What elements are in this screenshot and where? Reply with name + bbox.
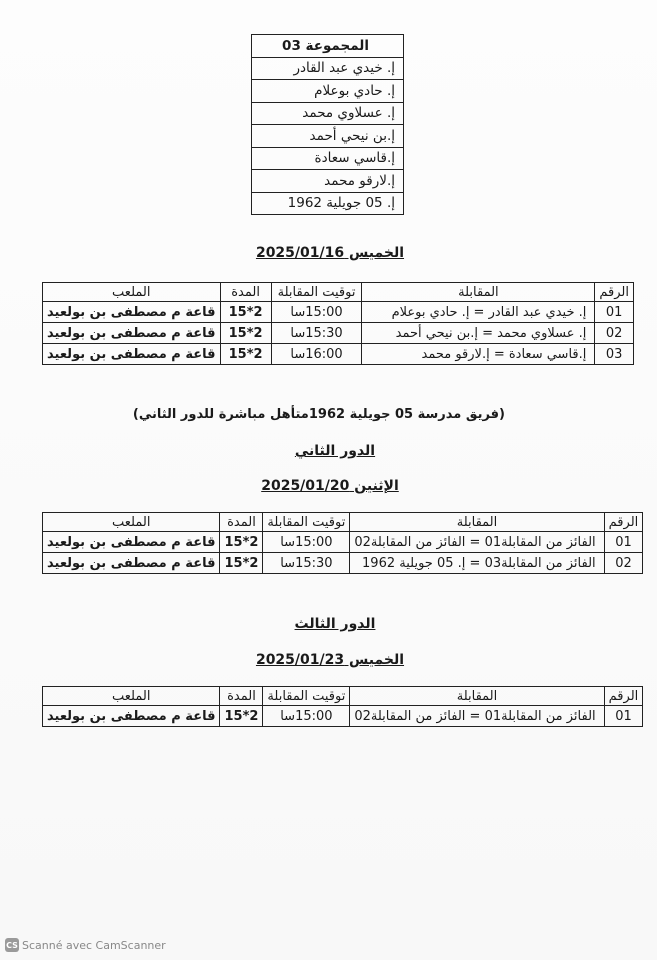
- group-title: المجموعة 03: [252, 35, 404, 58]
- round3-date: الخميس 2025/01/23: [255, 652, 405, 668]
- cell-duration: 2*15: [220, 706, 263, 727]
- cell-duration: 2*15: [220, 553, 263, 574]
- cell-match: الفائز من المقابلة03 = إ. 05 جويلية 1962: [350, 553, 604, 574]
- cell-num: 01: [595, 302, 634, 323]
- group-team: إ. 05 جويلية 1962: [252, 192, 404, 215]
- cell-match: إ.قاسي سعادة = إ.لارقو محمد: [362, 344, 595, 365]
- table-row: [43, 302, 634, 323]
- header-duration: المدة: [220, 687, 263, 706]
- cell-duration: 2*15: [220, 302, 271, 323]
- cell-num: 03: [595, 344, 634, 365]
- group-team: إ. عسلاوي محمد: [252, 102, 404, 125]
- cell-venue: قاعة م مصطفى بن بولعيد: [43, 553, 220, 574]
- cell-venue: قاعة م مصطفى بن بولعيد: [43, 344, 221, 365]
- cell-num: 02: [595, 323, 634, 344]
- cell-venue: قاعة م مصطفى بن بولعيد: [43, 323, 221, 344]
- header-num: الرقم: [604, 687, 643, 706]
- cell-venue: قاعة م مصطفى بن بولعيد: [43, 706, 220, 727]
- table-header-row: [43, 283, 634, 302]
- table-header-row: [43, 687, 643, 706]
- round1-table: [42, 282, 634, 365]
- cell-match: إ. عسلاوي محمد = إ.بن نيحي أحمد: [362, 323, 595, 344]
- group-team: إ.بن نيحي أحمد: [252, 125, 404, 148]
- cell-num: 02: [604, 553, 643, 574]
- table-row: [43, 344, 634, 365]
- cell-match: الفائز من المقابلة01 = الفائز من المقابلة02: [350, 532, 604, 553]
- table-row: [43, 323, 634, 344]
- round3-table: [42, 686, 643, 727]
- header-match: المقابلة: [362, 283, 595, 302]
- group-team: إ.قاسي سعادة: [252, 147, 404, 170]
- table-row: [43, 553, 643, 574]
- header-duration: المدة: [220, 283, 271, 302]
- header-venue: الملعب: [43, 513, 220, 532]
- cell-time: 15:00سا: [271, 302, 362, 323]
- round3-title: الدور الثالث: [294, 616, 376, 632]
- header-time: توقيت المقابلة: [263, 513, 350, 532]
- group-team: إ. خيدي عبد القادر: [252, 57, 404, 80]
- table-row: [43, 532, 643, 553]
- qualification-note: (فريق مدرسة 05 جويلية 1962متأهل مباشرة للدور الثاني): [132, 407, 505, 422]
- camscanner-logo-icon: CS: [5, 938, 19, 952]
- cell-match: الفائز من المقابلة01 = الفائز من المقابلة02: [350, 706, 604, 727]
- round2-title: الدور الثاني: [294, 443, 376, 459]
- header-venue: الملعب: [43, 283, 221, 302]
- cell-duration: 2*15: [220, 344, 271, 365]
- header-match: المقابلة: [350, 687, 604, 706]
- table-row: [43, 706, 643, 727]
- header-num: الرقم: [604, 513, 643, 532]
- cell-time: 15:00سا: [263, 706, 350, 727]
- cell-time: 15:00سا: [263, 532, 350, 553]
- group-team: إ.لارقو محمد: [252, 170, 404, 193]
- header-time: توقيت المقابلة: [271, 283, 362, 302]
- cell-venue: قاعة م مصطفى بن بولعيد: [43, 532, 220, 553]
- group-team: إ. حادي بوعلام: [252, 80, 404, 103]
- round2-table: [42, 512, 643, 574]
- cell-match: إ. خيدي عبد القادر = إ. حادي بوعلام: [362, 302, 595, 323]
- cell-num: 01: [604, 532, 643, 553]
- header-venue: الملعب: [43, 687, 220, 706]
- cell-time: 15:30سا: [271, 323, 362, 344]
- cell-num: 01: [604, 706, 643, 727]
- camscanner-watermark: [5, 938, 166, 952]
- group-table: [251, 34, 404, 215]
- cell-duration: 2*15: [220, 532, 263, 553]
- header-duration: المدة: [220, 513, 263, 532]
- table-header-row: [43, 513, 643, 532]
- cell-time: 16:00سا: [271, 344, 362, 365]
- header-num: الرقم: [595, 283, 634, 302]
- watermark-text: Scanné avec CamScanner: [22, 938, 166, 952]
- cell-duration: 2*15: [220, 323, 271, 344]
- header-match: المقابلة: [350, 513, 604, 532]
- cell-venue: قاعة م مصطفى بن بولعيد: [43, 302, 221, 323]
- cell-time: 15:30سا: [263, 553, 350, 574]
- round1-date: الخميس 2025/01/16: [255, 245, 405, 261]
- round2-date: الإثنين 2025/01/20: [261, 478, 399, 494]
- header-time: توقيت المقابلة: [263, 687, 350, 706]
